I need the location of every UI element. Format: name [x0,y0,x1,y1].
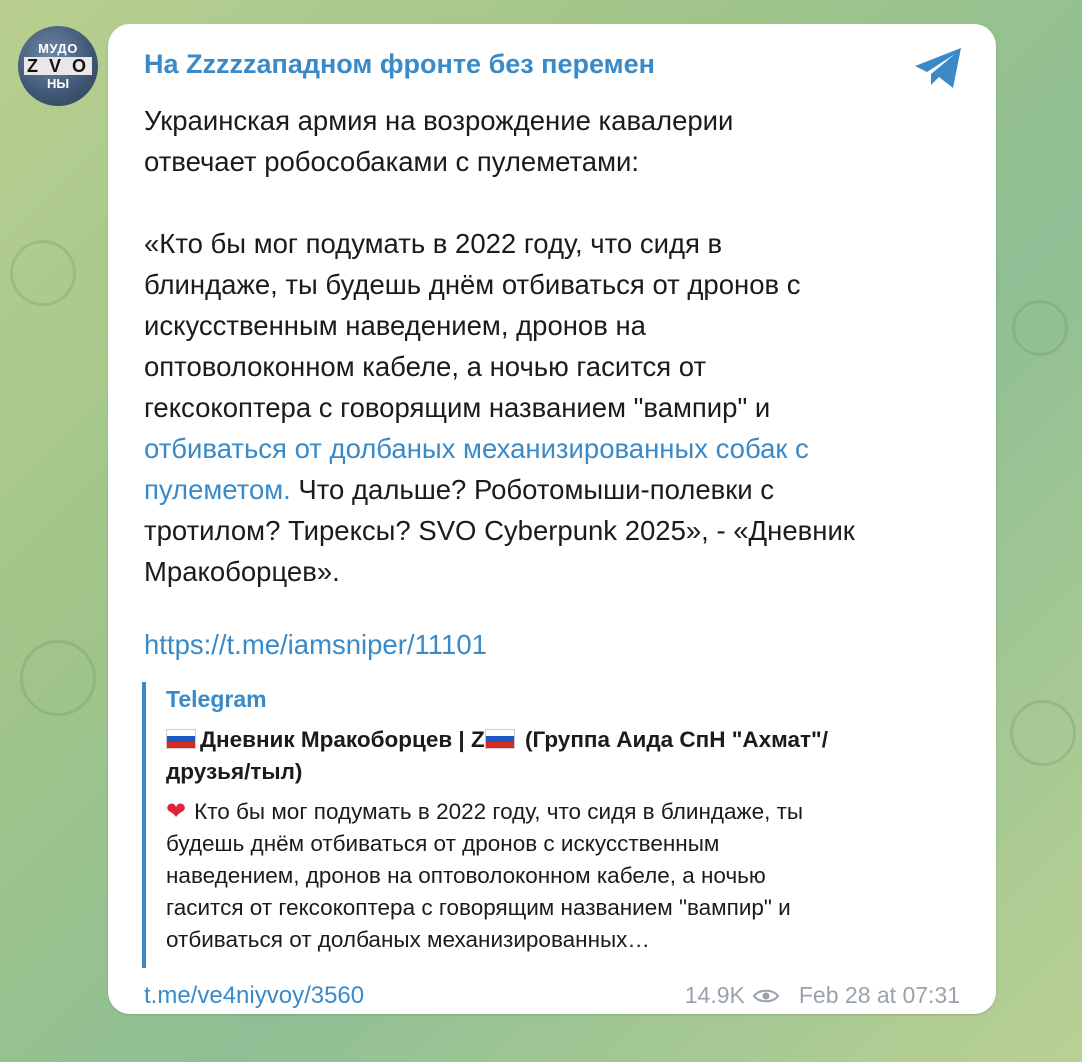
channel-avatar[interactable] [18,26,98,106]
footer-link[interactable]: t.me/ve4niyvoy/3560 [144,982,365,1009]
message-bubble [108,24,996,1014]
russian-flag-icon [485,729,515,749]
background-doodle [1010,700,1076,766]
link-preview[interactable] [142,682,966,968]
preview-title [166,724,966,788]
quote-line: «Кто бы мог подумать в 2022 году, что сидя в [144,228,723,259]
quote-line [144,469,954,510]
message-meta [685,982,960,1009]
channel-title[interactable]: На Zzzzzападном фронте без перемен [144,49,655,79]
message-url-link[interactable]: https://t.me/iamsniper/11101 [144,629,487,660]
avatar-text-bottom: НЫ [46,76,70,91]
quote-line: искусственным наведением, дронов на [144,310,646,341]
view-count: 14.9K [684,982,745,1008]
inline-link[interactable]: отбиваться от долбаных механизированных собак с [144,433,809,464]
eye-icon [753,988,779,1004]
background-doodle [10,240,76,306]
quote-line: тротилом? Тирексы? SVO Cyberpunk 2025», - «Дневник [144,515,855,546]
preview-title-text: (Группа Аида СпН "Ахмат"/ [518,727,828,752]
quote-text: Что дальше? Роботомыши-полевки с [290,474,775,505]
preview-desc-text: Кто бы мог подумать в 2022 году, что сидя в блиндаже, ты [194,799,804,824]
quote-line: Мракоборцев». [144,556,340,587]
preview-title-text: друзья/тыл) [166,759,303,784]
preview-description [166,796,966,956]
quote-line: оптоволоконном кабеле, а ночью гасится от [144,351,707,382]
inline-link[interactable]: пулеметом. [144,474,291,505]
intro-line: отвечает робособаками с пулеметами: [144,146,639,177]
avatar-text-top: МУДО [38,41,78,56]
quote-line: гексокоптера с говорящим названием "вампир" и [144,392,771,423]
background-doodle [1012,300,1068,356]
inline-link-line [144,428,954,469]
preview-desc-text: будешь днём отбиваться от дронов с искусственным [166,831,720,856]
russian-flag-icon [166,729,196,749]
message-timestamp: Feb 28 at 07:31 [798,982,960,1008]
preview-desc-text: гасится от гексокоптера с говорящим названием "вампир" и [166,895,791,920]
preview-site-name: Telegram [166,686,267,712]
preview-desc-text: наведением, дронов на оптоволоконном кабеле, а ночью [166,863,766,888]
quote-line: блиндаже, ты будешь днём отбиваться от дронов с [144,269,801,300]
intro-line: Украинская армия на возрождение кавалерии [144,105,734,136]
heart-icon: ❤ [166,798,187,825]
telegram-share-icon[interactable] [911,46,965,90]
message-text [144,100,954,592]
background-doodle [20,640,96,716]
paragraph-gap [144,182,954,223]
preview-title-text: Дневник Мракоборцев | Z [200,727,485,752]
avatar-text-middle: Z V O [24,57,92,75]
preview-desc-text: отбиваться от долбаных механизированных… [166,927,650,952]
